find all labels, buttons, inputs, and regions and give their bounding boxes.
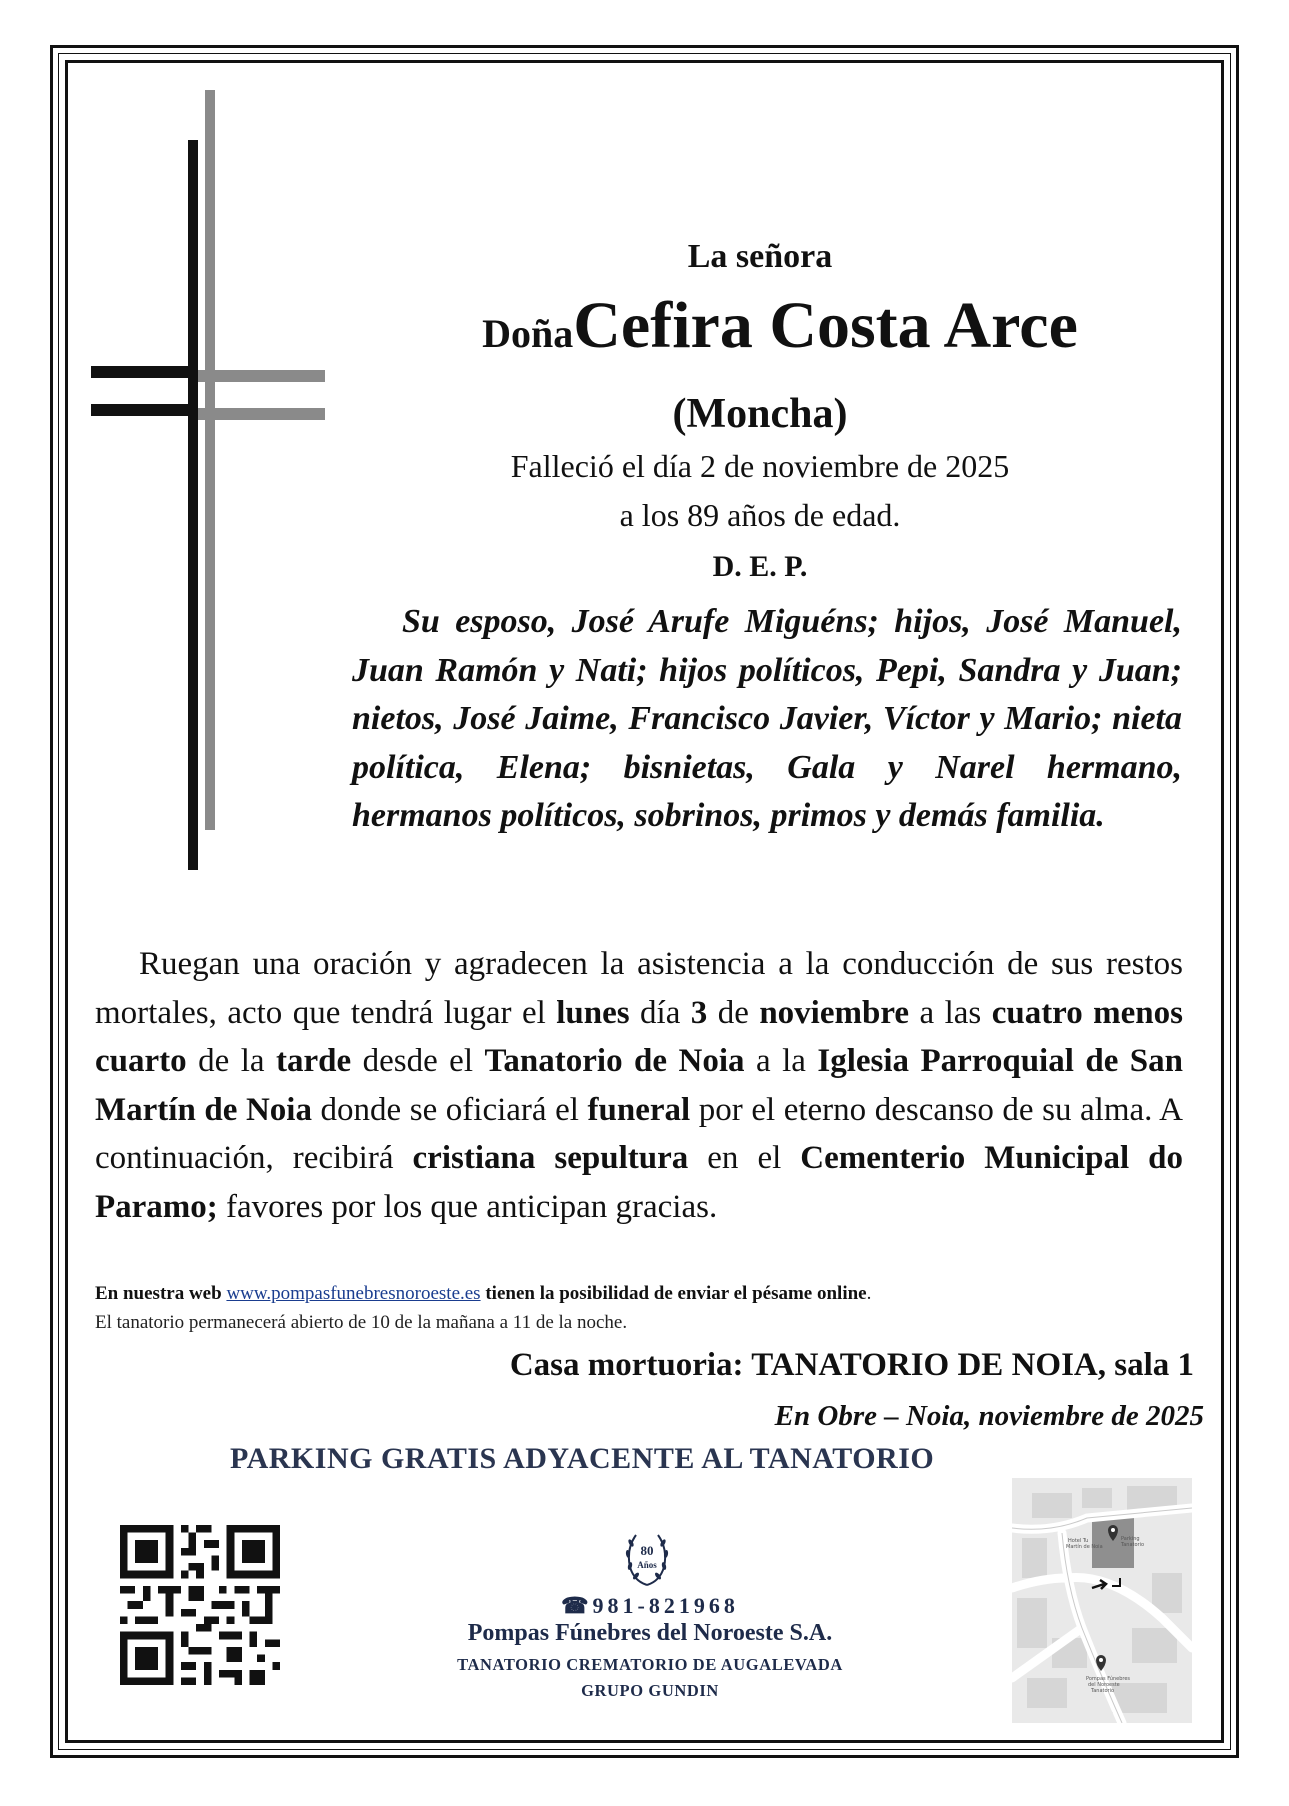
death-date: Falleció el día 2 de noviembre de 2025 (510, 448, 1010, 484)
ceremony-part: de la (186, 1043, 276, 1079)
map-label-hotel: Hotel Tu (1068, 1538, 1089, 1544)
ceremony-church: Iglesia Parroquial de San Martín de Noia (95, 1043, 1184, 1128)
badge-word: Años (637, 1560, 657, 1570)
map-label-hotel: Martín de Noia (1066, 1544, 1103, 1550)
ceremony-date: 3 (690, 994, 708, 1031)
map-label-funeral-home: Tanatorio (1091, 1688, 1115, 1694)
ceremony-part: donde se oficiará el (311, 1091, 588, 1128)
phone-icon: ☎ (561, 1593, 593, 1618)
cross-icon (85, 90, 325, 890)
web-suffix: tienen la posibilidad de enviar el pésame online (480, 1283, 867, 1304)
ceremony-month: noviembre (759, 994, 910, 1031)
ceremony-burial: cristiana sepultura (412, 1140, 689, 1176)
phone-digits: 981-821968 (592, 1593, 739, 1618)
phone-number[interactable] (480, 1593, 820, 1619)
deceased-name-line (360, 288, 1200, 364)
age-line: a los 89 años de edad. (619, 497, 901, 533)
ceremony-time: cuatro menos cuarto (95, 994, 1184, 1079)
web-prefix: En nuestra web (95, 1283, 227, 1304)
map-label-funeral-home: Pompas Fúnebres (1086, 1676, 1131, 1682)
ceremony-part: por el eterno descanso de su alma. A continuación, recibirá (95, 1091, 1184, 1176)
intro-text: La señora (687, 238, 833, 275)
web-period: . (866, 1283, 872, 1304)
map-label-funeral-home: del Noroeste (1088, 1682, 1120, 1688)
map-label-parking: Parking (1121, 1536, 1140, 1542)
ceremony-day: lunes (556, 994, 630, 1031)
ceremony-part: Ruegan una oración y agradecen la asistencia a la conducción de sus restos mortales, acto que tendrá lugar el (95, 946, 1183, 1031)
mortuary-location: Casa mortuoria: TANATORIO DE NOIA, sala 1 (509, 1347, 1194, 1383)
opening-hours: El tanatorio permanecerá abierto de 10 de la mañana a 11 de la noche. (95, 1312, 628, 1333)
ceremony-part: día (629, 994, 691, 1031)
company-group: GRUPO GUNDIN (581, 1681, 719, 1700)
company-subtitle: TANATORIO CREMATORIO DE AUGALEVADA (457, 1655, 843, 1674)
ceremony-text (95, 940, 1183, 1231)
badge-number: 80 (640, 1543, 654, 1558)
ceremony-part: a la (744, 1043, 818, 1079)
map-label-parking: Tanatorio (1121, 1542, 1145, 1548)
ceremony-cemetery: Cementerio Municipal do Paramo; (95, 1140, 1183, 1225)
parking-note: PARKING GRATIS ADYACENTE AL TANATORIO (230, 1442, 935, 1475)
ceremony-part: en el (688, 1140, 801, 1176)
deceased-name: Cefira Costa Arce (573, 289, 1078, 362)
ceremony-funeral: funeral (587, 1091, 691, 1128)
web-note (95, 1283, 1195, 1305)
ceremony-part: a las (909, 994, 992, 1031)
rip-text: D. E. P. (712, 550, 808, 583)
ceremony-part: favores por los que anticipan gracias. (217, 1188, 718, 1225)
ceremony-period: tarde (275, 1043, 352, 1079)
ceremony-part: desde el (351, 1043, 485, 1079)
honorific: Doña (482, 311, 574, 356)
anniversary-badge-icon (622, 1527, 672, 1591)
family-list: Su esposo, José Arufe Miguéns; hijos, José Manuel, Juan Ramón y Nati; hijos políticos, Pepi, Sandra y Juan; nietos, José Jaime, Francisco Javier, Víctor y Mario; nieta política, Elena; bisnietas, Gala y Narel hermano, hermanos políticos, sobrinos, primos y demás familia. (352, 603, 1182, 834)
nickname: (Moncha) (672, 391, 848, 437)
ceremony-part: de (707, 994, 760, 1031)
ceremony-origin: Tanatorio de Noia (484, 1043, 745, 1079)
company-name: Pompas Fúnebres del Noroeste S.A. (467, 1620, 833, 1646)
location-map[interactable] (1012, 1478, 1192, 1723)
place-date: En Obre – Noia, noviembre de 2025 (774, 1400, 1204, 1432)
qr-code-icon[interactable] (120, 1525, 280, 1685)
website-link[interactable]: www.pompasfunebresnoroeste.es (226, 1283, 481, 1304)
